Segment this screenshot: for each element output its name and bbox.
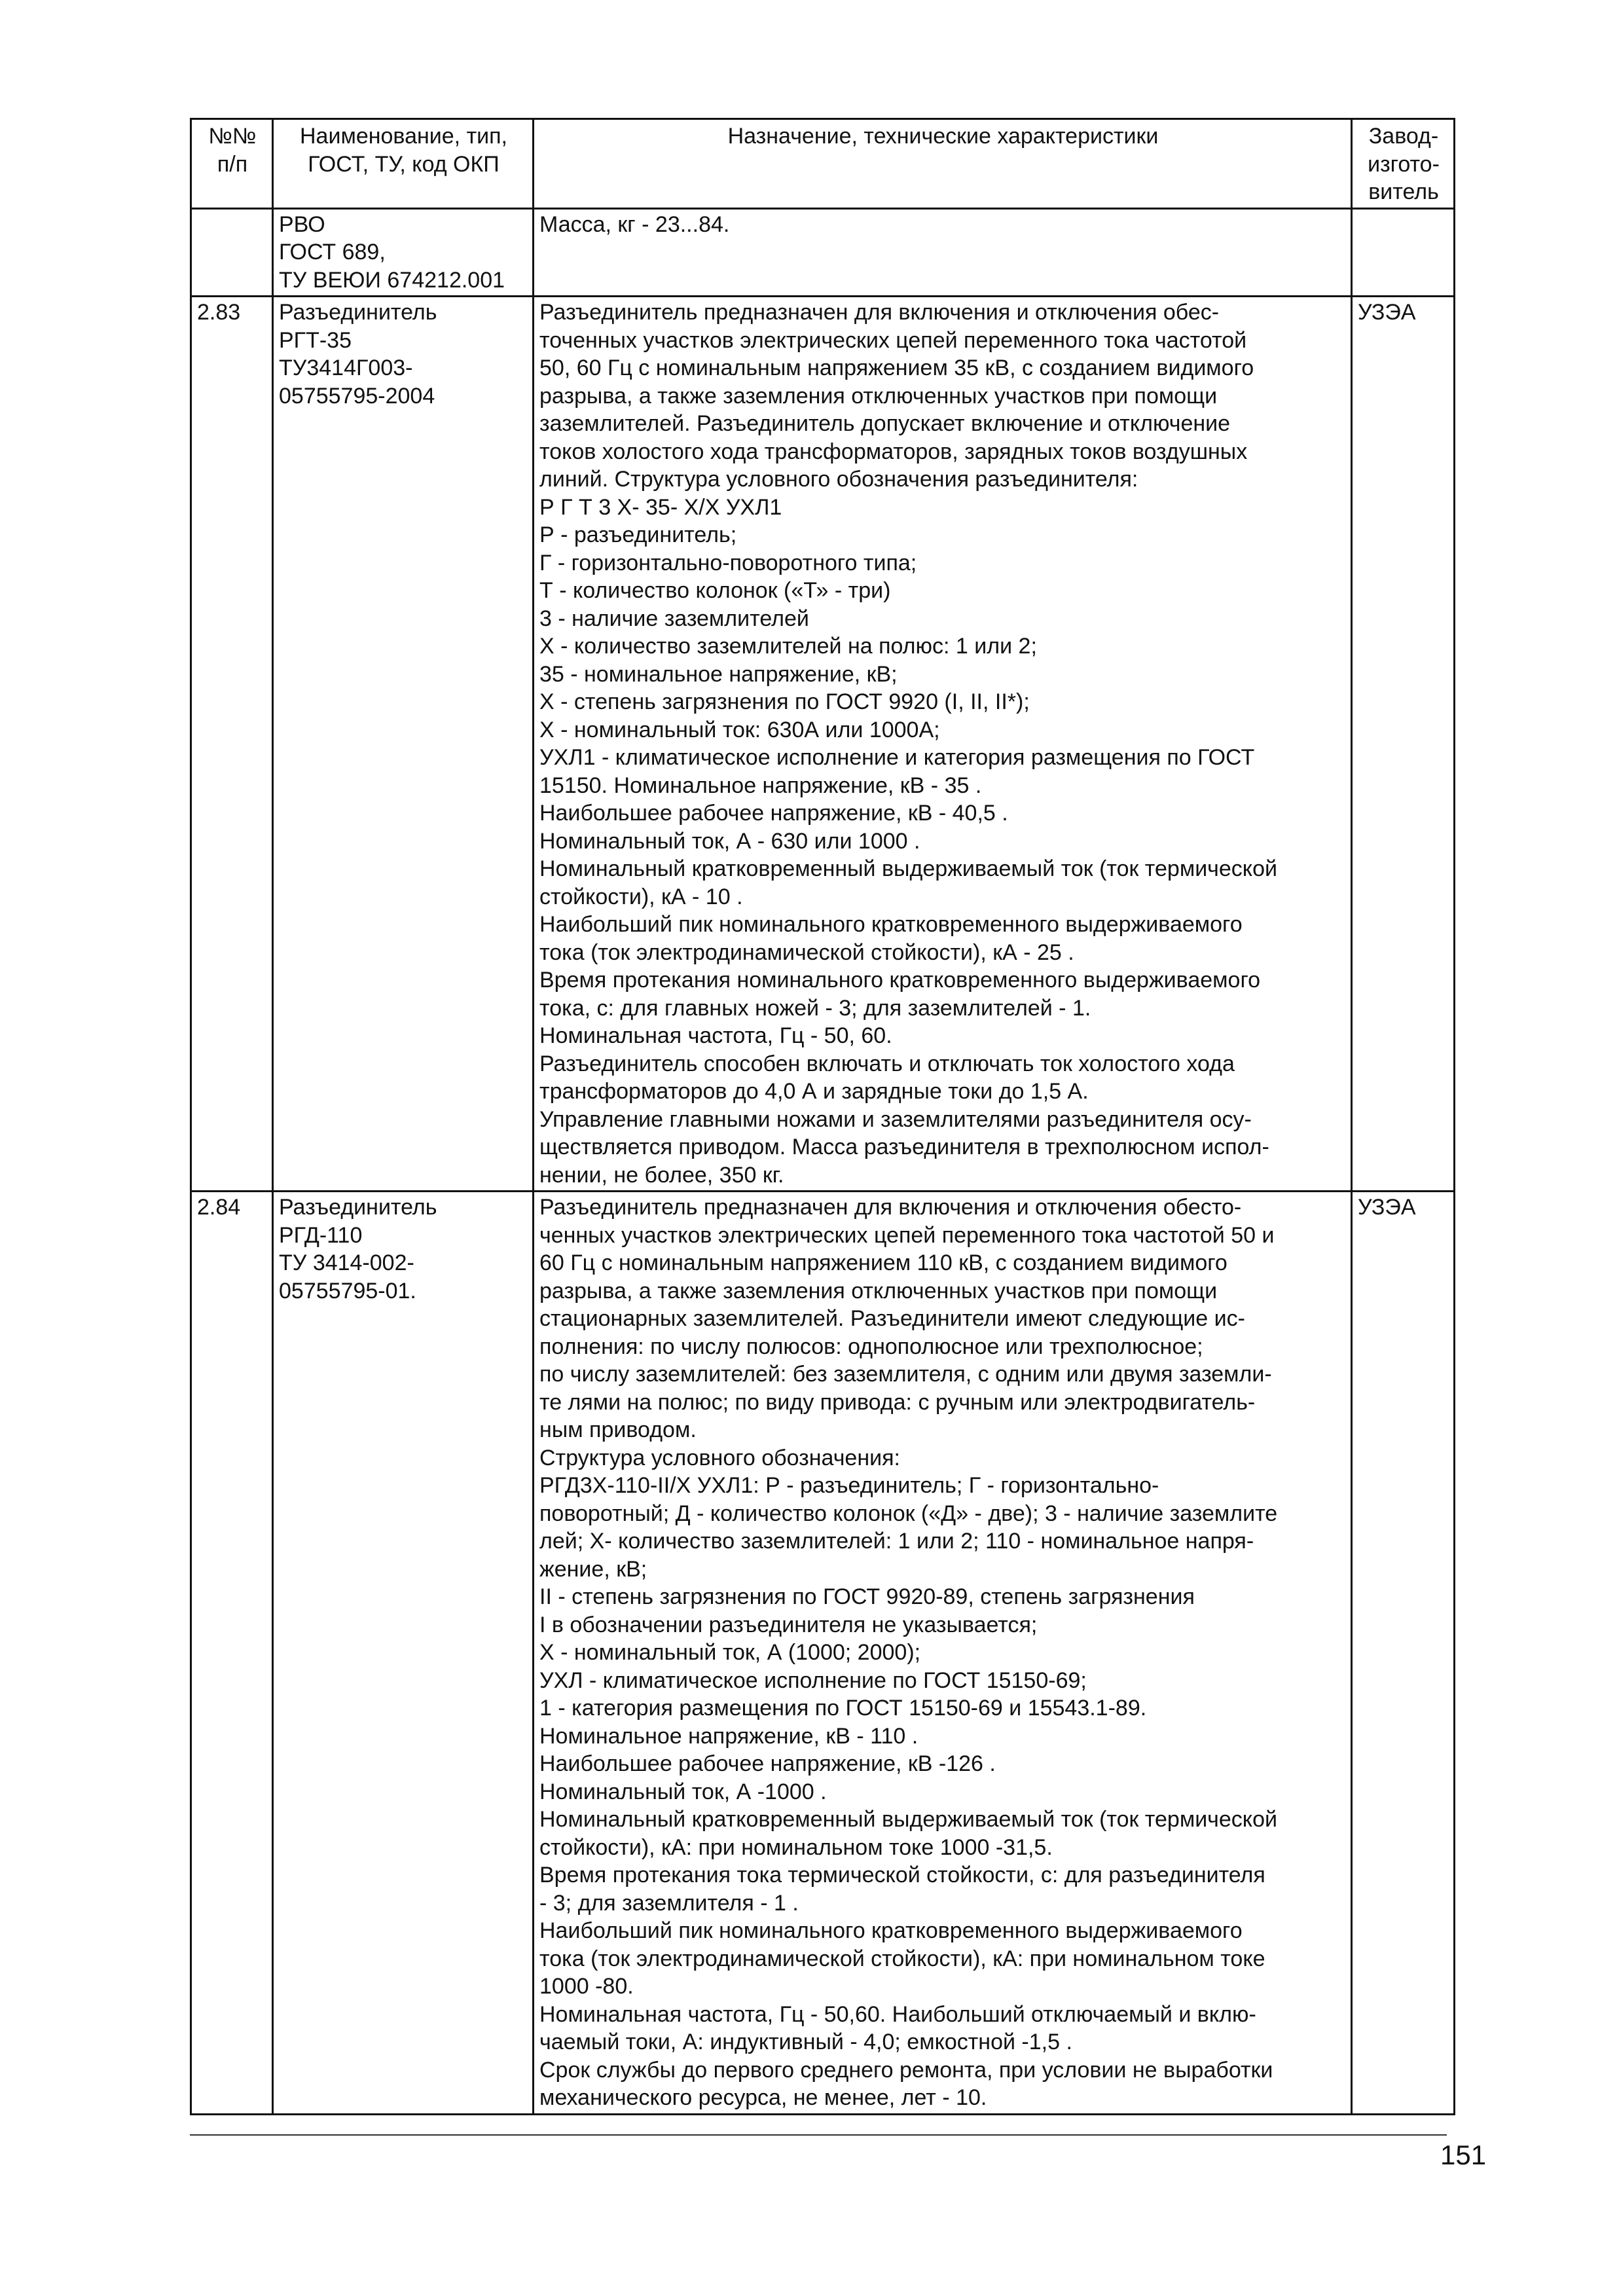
description-line: Наибольший пик номинального кратковременного выдерживаемого: [539, 1918, 1243, 1943]
description-line: Х - степень загрязнения по ГОСТ 9920 (I, II, II*);: [539, 689, 1030, 714]
description-line: 1 - категория размещения по ГОСТ 15150-69 и 15543.1-89.: [539, 1696, 1147, 1721]
name-line: 05755795-01.: [279, 1278, 416, 1303]
description-line: разрыва, а также заземления отключенных участков при помощи: [539, 1278, 1218, 1303]
description-line: чаемый токи, А: индуктивный - 4,0; емкостной -1,5 .: [539, 2030, 1072, 2054]
name-line: Разъединитель: [279, 300, 437, 325]
row-manufacturer: УЗЭА: [1352, 1192, 1455, 2115]
description-line: Срок службы до первого среднего ремонта, при условии не выработки: [539, 2057, 1273, 2083]
header-name: Наименование, тип, ГОСТ, ТУ, код ОКП: [273, 119, 534, 209]
description-line: 60 Гц с номинальным напряжением 110 кВ, с созданием видимого: [539, 1250, 1227, 1275]
description-line: Х - количество заземлителей на полюс: 1 или 2;: [539, 634, 1037, 659]
row-number: [191, 208, 273, 297]
name-line: РГТ-35: [279, 327, 352, 353]
description-line: стационарных заземлителей. Разъединители имеют следующие ис-: [539, 1306, 1245, 1331]
description-line: Наибольший пик номинального кратковременного выдерживаемого: [539, 912, 1243, 937]
description-line: Масса, кг - 23...84.: [539, 211, 730, 237]
name-line: ТУ 3414-002-: [279, 1250, 414, 1275]
description-line: трансформаторов до 4,0 А и зарядные токи до 1,5 А.: [539, 1079, 1089, 1104]
description-line: Структура условного обозначения:: [539, 1445, 900, 1470]
row-number: 2.84: [191, 1192, 273, 2115]
description-line: Р - разъединитель;: [539, 522, 737, 547]
description-line: Номинальная частота, Гц - 50, 60.: [539, 1023, 892, 1048]
row-description: [534, 208, 1352, 297]
description-line: стойкости), кА - 10 .: [539, 884, 743, 909]
description-line: Номинальный кратковременный выдерживаемый ток (ток термической: [539, 856, 1277, 881]
description-line: тока (ток электродинамической стойкости), кА: при номинальном токе: [539, 1946, 1265, 1971]
description-line: поворотный; Д - количество колонок («Д» - две); 3 - наличие заземлите: [539, 1501, 1278, 1526]
name-line: ТУ3414Г003-: [279, 355, 413, 380]
description-line: разрыва, а также заземления отключенных участков при помощи: [539, 383, 1218, 409]
page-number: 151: [1440, 2140, 1487, 2170]
row-name: [273, 1192, 534, 2115]
description-line: Разъединитель способен включать и отключать ток холостого хода: [539, 1051, 1235, 1076]
table-row: [191, 1192, 1455, 2115]
description-line: жение, кВ;: [539, 1556, 647, 1582]
description-line: Номинальная частота, Гц - 50,60. Наибольший отключаемый и вклю-: [539, 2001, 1256, 2027]
name-line: 05755795-2004: [279, 383, 435, 409]
description-line: Разъединитель предназначен для включения и отключения обес-: [539, 300, 1220, 325]
row-name: [273, 297, 534, 1192]
description-line: Г - горизонтально-поворотного типа;: [539, 550, 917, 575]
bottom-rule: [190, 2134, 1447, 2136]
description-line: Время протекания номинального кратковременного выдерживаемого: [539, 968, 1261, 993]
description-line: Номинальное напряжение, кВ - 110 .: [539, 1723, 918, 1749]
description-line: Разъединитель предназначен для включения и отключения обесто-: [539, 1195, 1242, 1220]
description-line: токов холостого хода трансформаторов, зарядных токов воздушных: [539, 439, 1248, 464]
description-line: Х - номинальный ток, А (1000; 2000);: [539, 1640, 921, 1665]
description-line: 35 - номинальное напряжение, кВ;: [539, 661, 898, 687]
description-line: тока, с: для главных ножей - 3; для заземлителей - 1.: [539, 995, 1091, 1021]
description-line: Х - номинальный ток: 630А или 1000А;: [539, 717, 940, 742]
table-header-row: [191, 119, 1455, 209]
row-description: [534, 297, 1352, 1192]
description-line: ществляется приводом. Масса разъединителя в трехполюсном испол-: [539, 1135, 1269, 1159]
description-line: II - степень загрязнения по ГОСТ 9920-89, степень загрязнения: [539, 1584, 1195, 1609]
header-maker: Завод-изгото-витель: [1352, 119, 1455, 209]
description-line: УХЛ - климатическое исполнение по ГОСТ 15150-69;: [539, 1667, 1087, 1693]
name-line: ТУ ВЕЮИ 674212.001: [279, 267, 505, 293]
description-line: УХЛ1 - климатическое исполнение и категория размещения по ГОСТ: [539, 745, 1255, 770]
header-num: №№ п/п: [191, 119, 273, 209]
description-line: по числу заземлителей: без заземлителя, с одним или двумя заземли-: [539, 1362, 1272, 1387]
table-row: [191, 297, 1455, 1192]
name-line: Разъединитель: [279, 1195, 437, 1220]
description-line: те лями на полюс; по виду привода: с ручным или электродвигатель-: [539, 1389, 1256, 1415]
name-line: РВО: [279, 211, 325, 237]
name-line: РГД-110: [279, 1222, 363, 1248]
description-line: линий. Структура условного обозначения разъединителя:: [539, 467, 1138, 492]
spec-table: [190, 118, 1455, 2115]
table-row: [191, 208, 1455, 297]
row-number: 2.83: [191, 297, 273, 1192]
description-line: I в обозначении разъединителя не указывается;: [539, 1612, 1038, 1637]
description-line: нении, не более, 350 кг.: [539, 1162, 784, 1188]
description-line: полнения: по числу полюсов: однополюсное или трехполюсное;: [539, 1334, 1203, 1359]
description-line: РГД3Х-110-II/Х УХЛ1: Р - разъединитель; Г - горизонтально-: [539, 1473, 1159, 1498]
header-desc: Назначение, технические характеристики: [534, 119, 1352, 209]
description-line: Номинальный кратковременный выдерживаемый ток (ток термической: [539, 1807, 1277, 1832]
description-line: 1000 -80.: [539, 1974, 634, 1999]
row-description: [534, 1192, 1352, 2115]
description-line: Р Г Т 3 Х- 35- Х/Х УХЛ1: [539, 494, 782, 520]
description-line: Наибольшее рабочее напряжение, кВ - 40,5 .: [539, 801, 1008, 826]
description-line: заземлителей. Разъединитель допускает включение и отключение: [539, 411, 1231, 436]
name-line: ГОСТ 689,: [279, 240, 386, 264]
description-line: механического ресурса, не менее, лет - 10.: [539, 2085, 987, 2110]
description-line: лей; Х- количество заземлителей: 1 или 2; 110 - номинальное напря-: [539, 1529, 1254, 1554]
description-line: Номинальный ток, А -1000 .: [539, 1779, 827, 1804]
row-manufacturer: УЗЭА: [1352, 297, 1455, 1192]
description-line: тока (ток электродинамической стойкости), кА - 25 .: [539, 939, 1074, 965]
description-line: Управление главными ножами и заземлителями разъединителя осу-: [539, 1106, 1252, 1132]
description-line: Т - количество колонок («Т» - три): [539, 578, 891, 603]
description-line: 50, 60 Гц с номинальным напряжением 35 кВ, с созданием видимого: [539, 355, 1254, 380]
description-line: Время протекания тока термической стойкости, с: для разъединителя: [539, 1863, 1265, 1887]
description-line: стойкости), кА: при номинальном токе 1000 -31,5.: [539, 1834, 1053, 1860]
description-line: - 3; для заземлителя - 1 .: [539, 1890, 799, 1916]
description-line: 3 - наличие заземлителей: [539, 606, 809, 631]
description-line: ным приводом.: [539, 1417, 697, 1442]
description-line: Наибольшее рабочее напряжение, кВ -126 .: [539, 1751, 996, 1776]
description-line: Номинальный ток, А - 630 или 1000 .: [539, 828, 920, 854]
description-line: ченных участков электрических цепей переменного тока частотой 50 и: [539, 1222, 1275, 1248]
description-line: 15150. Номинальное напряжение, кВ - 35 .: [539, 773, 982, 798]
row-name: [273, 208, 534, 297]
row-manufacturer: [1352, 208, 1455, 297]
description-line: точенных участков электрических цепей переменного тока частотой: [539, 327, 1247, 353]
